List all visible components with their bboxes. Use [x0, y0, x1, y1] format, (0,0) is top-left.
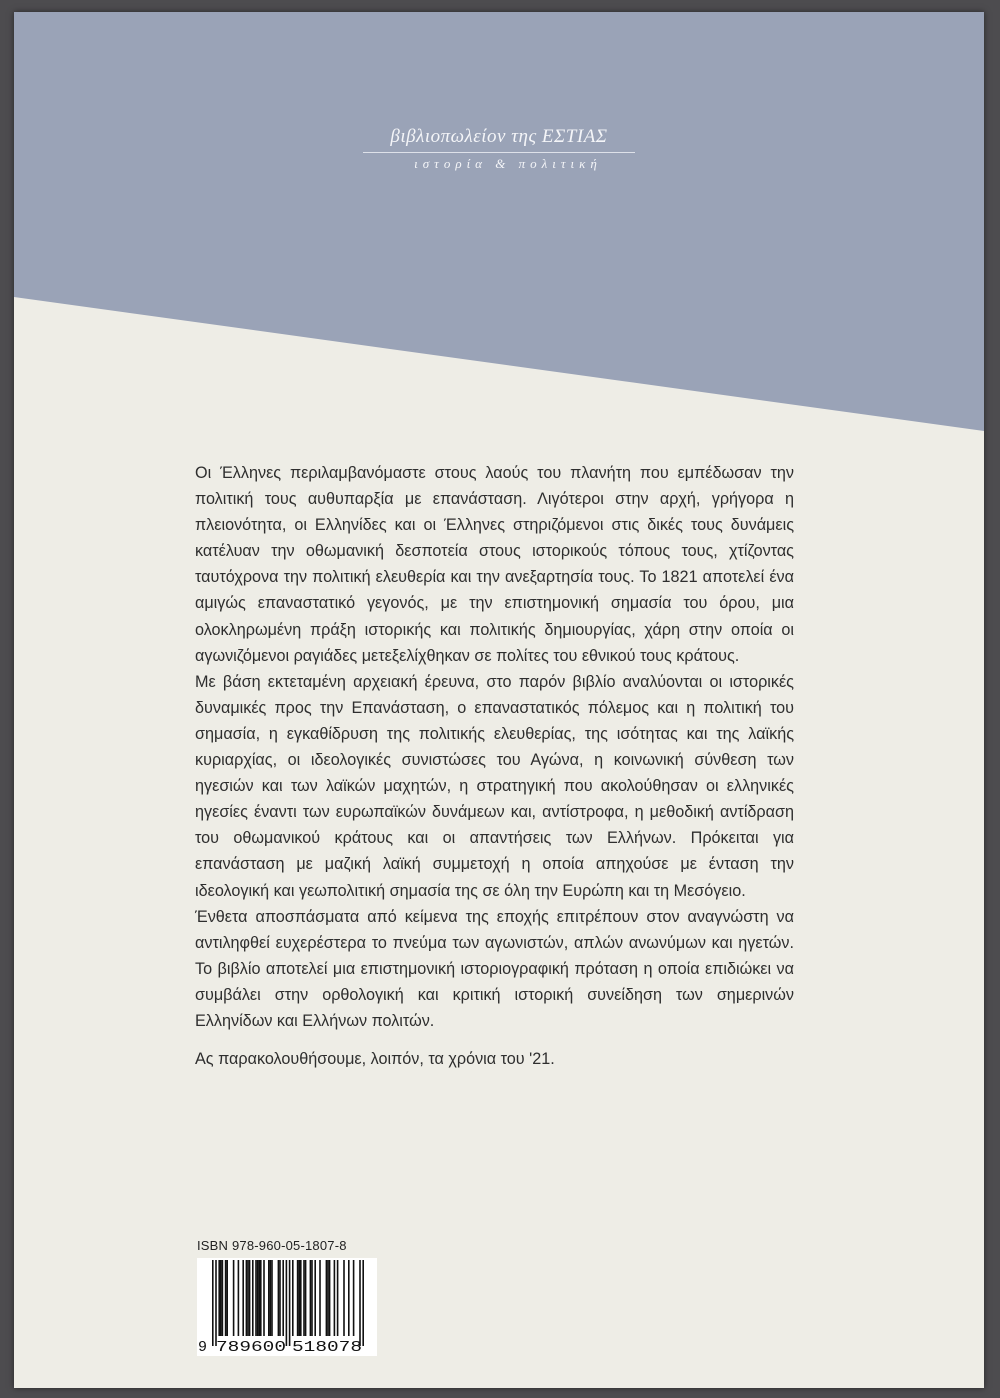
barcode-bar	[271, 1260, 273, 1336]
barcode-bar	[257, 1260, 259, 1336]
blurb-paragraph-3: Ένθετα αποσπάσματα από κείμενα της εποχής επιτρέπουν στον αναγνώστη να αντιληφθεί ευχερέστερα το πνεύμα των αγωνιστών, απλών ανωνύμων και ηγετών. Το βιβλίο αποτελεί μια επιστημονική ιστοριογραφική πρόταση η οποία επιδιώκει να συμβάλει στην ορθολογική και κριτική ιστορική συνείδηση των σημερινών Ελληνίδων και Ελλήνων πολιτών.	[195, 907, 794, 1030]
barcode-bar	[329, 1260, 331, 1336]
barcode-bar	[343, 1260, 345, 1336]
barcode-bar	[362, 1260, 364, 1346]
publisher-logo	[114, 126, 884, 172]
barcode-bar	[263, 1260, 265, 1336]
barcode-bar	[233, 1260, 235, 1336]
barcode-bar	[334, 1260, 336, 1336]
barcode-bar	[225, 1260, 227, 1336]
barcode-bar	[278, 1260, 280, 1336]
barcode-bar	[310, 1260, 312, 1336]
barcode-bar	[279, 1260, 281, 1336]
barcode-bar	[311, 1260, 313, 1336]
barcode-digit-first: 9	[198, 1339, 208, 1356]
barcode-bar	[220, 1260, 222, 1336]
barcode-bar	[286, 1260, 288, 1346]
barcode-bar	[297, 1260, 299, 1336]
barcode-bar	[268, 1260, 270, 1336]
barcode-bar	[255, 1260, 257, 1336]
barcode-bar	[337, 1260, 339, 1336]
logo-divider	[363, 152, 635, 153]
blurb-closing-line: Ας παρακολουθήσουμε, λοιπόν, τα χρόνια του '21.	[195, 1050, 555, 1069]
blurb-paragraph-2: Με βάση εκτεταμένη αρχειακή έρευνα, στο παρόν βιβλίο αναλύονται οι ιστορικές δυναμικές προς την Επανάσταση, ο επαναστατικός πόλεμος και η πολιτική του σημασία, η εγκαθίδρυση της πολιτικής ελευθερίας, της ισότητας και της λαϊκής κυριαρχίας, οι ιδεολογικές συνιστώσες του Αγώνα, η κοινωνική σύνθεση των ηγεσιών και των λαϊκών μαχητών, η στρατηγική που ακολούθησαν οι ελληνικές ηγεσίες έναντι των ευρωπαϊκών δυνάμεων και, αντίστροφα, η μεθοδική αντίδραση του οθωμανικού κράτους και οι απαντήσεις των Ελλήνων. Πρόκειται για επανάσταση με μαζική λαϊκή συμμετοχή η οποία απηχούσε με ένταση την ιδεολογική και γεωπολιτική σημασία της σε όλη την Ευρώπη και τη Μεσόγειο.	[195, 672, 794, 900]
barcode-bar	[226, 1260, 228, 1336]
barcode-bar	[289, 1260, 291, 1346]
barcode-bar	[215, 1260, 217, 1346]
barcode-bar	[222, 1260, 224, 1336]
isbn-block	[197, 1238, 377, 1356]
barcode-digits-left: 789600	[216, 1339, 286, 1356]
barcode-bar	[282, 1260, 284, 1336]
barcode-bar	[258, 1260, 260, 1336]
barcode-bar	[292, 1260, 294, 1336]
barcode-bar	[238, 1260, 240, 1336]
barcode-bar	[353, 1260, 355, 1336]
barcode-bar	[327, 1260, 329, 1336]
barcode-bar	[242, 1260, 244, 1336]
blurb-text	[195, 460, 794, 1072]
book-back-cover	[14, 12, 984, 1388]
barcode-bar	[212, 1260, 214, 1346]
barcode-bar	[260, 1260, 262, 1336]
barcode-bar	[249, 1260, 251, 1336]
barcode-bar	[218, 1260, 220, 1336]
barcode-bar	[252, 1260, 254, 1336]
publisher-name: βιβλιοπωλείον της ΕΣΤΙΑΣ	[390, 126, 608, 147]
barcode-bar	[319, 1260, 321, 1336]
barcode	[197, 1258, 377, 1356]
barcode-bar	[348, 1260, 350, 1336]
barcode-bar	[300, 1260, 302, 1336]
isbn-label: ISBN 978-960-05-1807-8	[197, 1238, 347, 1253]
barcode-digits-right: 518078	[292, 1339, 362, 1356]
barcode-bar	[359, 1260, 361, 1346]
barcode-bar	[246, 1260, 248, 1336]
barcode-bar	[247, 1260, 249, 1336]
barcode-bar	[314, 1260, 316, 1336]
barcode-bar	[305, 1260, 307, 1336]
barcode-bar	[298, 1260, 300, 1336]
barcode-digits	[198, 1339, 362, 1356]
series-name: ιστορία & πολιτική	[414, 156, 602, 171]
barcode-bar	[303, 1260, 305, 1336]
blurb-paragraph-1: Οι Έλληνες περιλαμβανόμαστε στους λαούς του πλανήτη που εμπέδωσαν την πολιτική τους αυθυπαρξία με επανάσταση. Λιγότεροι στην αρχή, γρήγορα η πλειονότητα, οι Ελληνίδες και οι Έλληνες στηριζόμενοι στις δικές τους δυνάμεις κατέλυαν την οθωμανική δεσποτεία στους ιστορικούς τόπους τους, χτίζοντας ταυτόχρονα την πολιτική ελευθερία και την ανεξαρτησία τους. Το 1821 αποτελεί ένα αμιγώς επαναστατικό γεγονός, με την επιστημονική σημασία του όρου, μια ολοκληρωμένη πράξη ιστορικής και πολιτικής δημιουργίας, χάρη στην οποία οι αγωνιζόμενοι ραγιάδες μετεξελίχθηκαν σε πολίτες του εθνικού τους κράτους.	[195, 464, 794, 665]
barcode-bar	[270, 1260, 272, 1336]
barcode-bar	[326, 1260, 328, 1336]
